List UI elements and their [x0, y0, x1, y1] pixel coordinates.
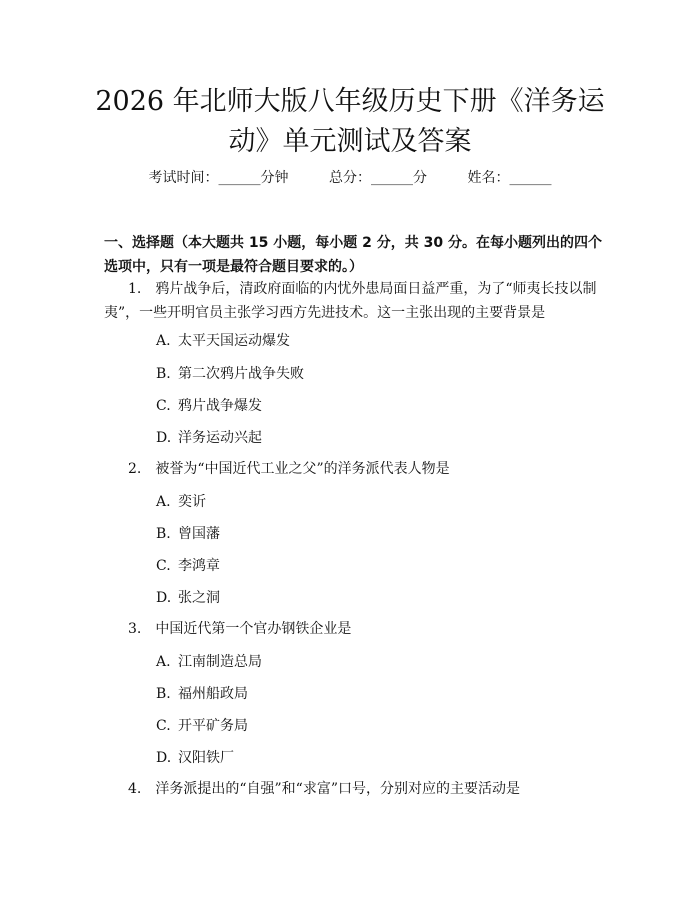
question-4-stem: 4. 洋务派提出的“自强”和“求富”口号，分别对应的主要活动是 — [128, 781, 520, 797]
question-1-option-b — [156, 364, 304, 384]
title-line-1: 2026 年北师大版八年级历史下册《洋务运 — [95, 86, 605, 117]
option-text: 福州船政局 — [178, 686, 248, 702]
option-letter: B. — [156, 526, 171, 542]
question-1-stem: 1. 鸦片战争后，清政府面临的内忧外患局面日益严重，为了“师夷长技以制夷”，一些开明官员主张学习西方先进技术。这一主张出现的主要背景是 — [104, 281, 597, 321]
option-letter: D. — [156, 750, 172, 766]
option-text: 江南制造总局 — [178, 654, 262, 670]
document-title — [60, 82, 640, 162]
option-letter: C. — [156, 718, 171, 734]
option-letter: B. — [156, 686, 171, 702]
question-3-stem: 3. 中国近代第一个官办钢铁企业是 — [128, 621, 352, 637]
option-text: 汉阳铁厂 — [178, 750, 234, 766]
option-letter: A. — [156, 333, 171, 349]
option-letter: A. — [156, 494, 171, 510]
question-3-option-c — [156, 716, 248, 736]
option-text: 李鸿章 — [178, 558, 220, 574]
question-3-option-d — [156, 748, 234, 768]
option-text: 开平矿务局 — [178, 718, 248, 734]
option-text: 第二次鸦片战争失败 — [178, 366, 304, 382]
question-1-option-a — [156, 331, 290, 351]
option-letter: D. — [156, 430, 172, 446]
question-2-option-a — [156, 492, 206, 512]
question-3-option-b — [156, 684, 248, 704]
question-2-option-c — [156, 556, 220, 576]
option-text: 曾国藩 — [178, 526, 220, 542]
exam-info — [0, 168, 700, 188]
option-text: 张之洞 — [178, 590, 220, 606]
section-heading: 一、选择题（本大题共 15 小题，每小题 2 分，共 30 分。在每小题列出的四个选项中，只有一项是最符合题目要求的。） — [104, 235, 602, 275]
question-1-option-c — [156, 396, 262, 416]
option-letter: B. — [156, 366, 171, 382]
option-letter: C. — [156, 398, 171, 414]
question-2-option-d — [156, 588, 220, 608]
option-letter: A. — [156, 654, 171, 670]
exam-score: 总分：______分 — [329, 170, 427, 186]
exam-name: 姓名：______ — [467, 170, 552, 186]
option-text: 鸦片战争爆发 — [178, 398, 262, 414]
question-2-option-b — [156, 524, 220, 544]
question-2-stem: 2. 被誉为“中国近代工业之父”的洋务派代表人物是 — [128, 461, 450, 477]
option-text: 太平天国运动爆发 — [178, 333, 290, 349]
question-1-option-d — [156, 428, 262, 448]
option-text: 奕䜣 — [178, 494, 206, 510]
option-letter: C. — [156, 558, 171, 574]
option-text: 洋务运动兴起 — [178, 430, 262, 446]
title-line-2: 动》单元测试及答案 — [228, 126, 472, 157]
exam-time: 考试时间：______分钟 — [148, 170, 289, 186]
question-3-option-a — [156, 652, 262, 672]
option-letter: D. — [156, 590, 172, 606]
